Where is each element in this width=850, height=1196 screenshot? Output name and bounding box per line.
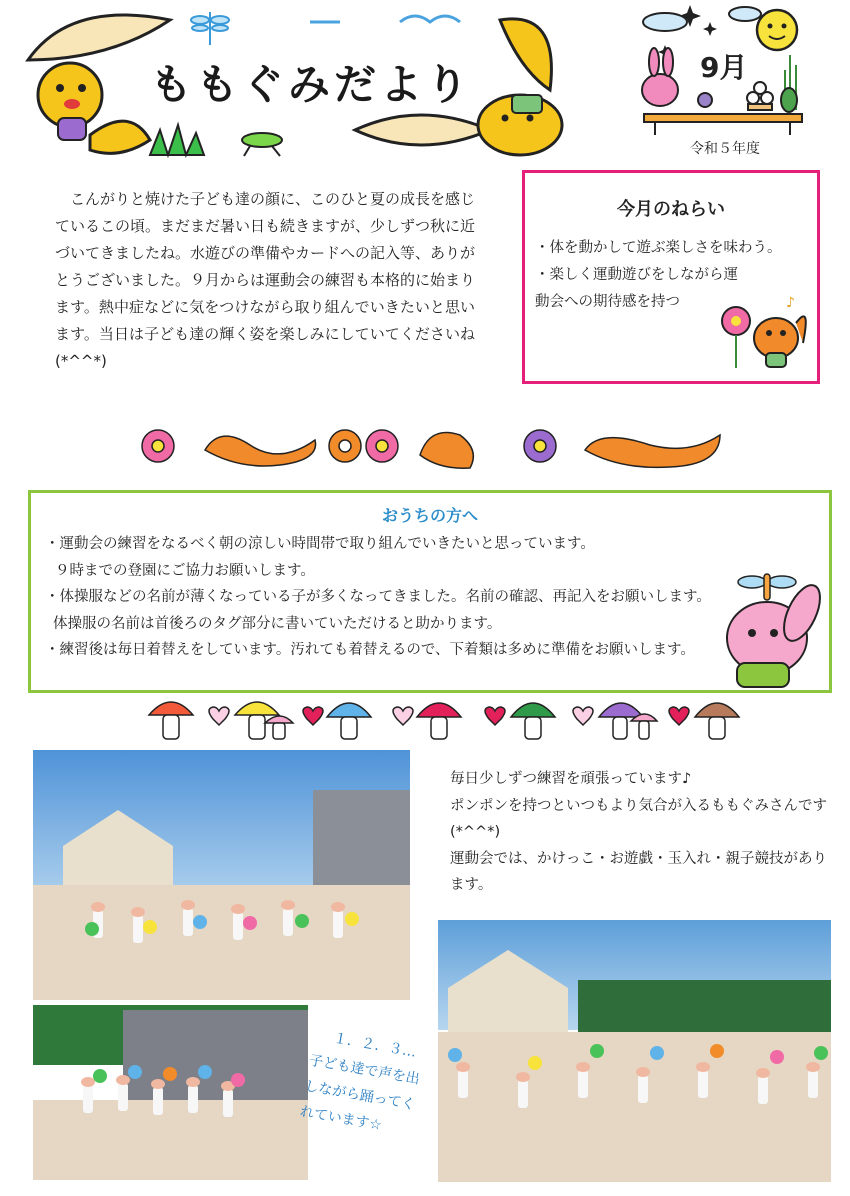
flower-squirrel-border (130, 420, 730, 476)
heart-icon (485, 707, 505, 725)
heart-icon (393, 707, 413, 725)
mushroom-icon (511, 703, 555, 739)
cloud-icon (643, 7, 761, 31)
aim-title: 今月のねらい (617, 199, 725, 220)
dragonfly-icon (738, 574, 796, 600)
grasshopper-icon (242, 133, 282, 156)
squirrel-illustration (478, 19, 562, 155)
caption-line: １．２．３… (332, 1030, 418, 1061)
notice-line: 体操服の名前は首後ろのタグ部分に書いていただけると助かります。 (53, 615, 502, 632)
intro-section (55, 186, 475, 375)
month-label: 9月 (700, 51, 748, 84)
mushroom-icon (149, 702, 193, 739)
notice-body (45, 531, 815, 664)
heart-icon (209, 707, 229, 725)
practice-caption (450, 766, 830, 899)
caption-line: 運動会では、かけっこ・お遊戯・玉入れ・親子競技があります。 (450, 850, 827, 893)
mushroom-heart-border (145, 693, 745, 751)
flower-icon (524, 430, 556, 462)
mushroom-icon (695, 703, 739, 739)
dance-caption (298, 1022, 438, 1146)
photo-pompom-practice-2 (33, 1005, 308, 1180)
rabbit-illustration (712, 568, 830, 692)
flower-icon (142, 430, 174, 462)
mushroom-icon (417, 703, 461, 739)
monthly-aim-box (522, 170, 820, 384)
page-title: ももぐみだより (150, 60, 473, 109)
sun-icon (757, 10, 797, 50)
heart-icon (303, 707, 323, 725)
photo-pompom-practice-1 (33, 750, 410, 1000)
heart-icon (573, 707, 593, 725)
fiscal-year-label: 令和５年度 (690, 141, 760, 157)
heart-icon (669, 707, 689, 725)
cloud-icon (310, 16, 460, 22)
notice-title: おうちの方へ (381, 506, 478, 525)
caption-line: ポンポンを持つといつもより気合が入るももぐみさんです(*^^*) (450, 797, 827, 840)
mushroom-icon (235, 702, 293, 739)
caption-line: 子ども達で声を出しながら踊ってくれています☆ (298, 1052, 421, 1134)
notice-line: ９時までの登園にご協力お願いします。 (55, 562, 315, 579)
notice-line: ・運動会の練習をなるべく朝の涼しい時間帯で取り組んでいきたいと思っています。 (45, 536, 595, 552)
dango-icon (747, 55, 797, 112)
notice-line: ・体操服などの名前が薄くなっている子が多くなってきました。名前の確認、再記入をお願いします。 (45, 589, 711, 605)
aim-item: ・体を動かして遊ぶ楽しさを味わう。 (535, 240, 782, 256)
notice-line: ・練習後は毎日着替えをしています。汚れても着替えるので、下着類は多めに準備をお願いします。 (45, 642, 695, 658)
flower-icon (329, 430, 398, 462)
aim-item: ・楽しく運動遊びをしながら運動会への期待感を持つ (535, 267, 738, 310)
mushroom-icon (599, 703, 657, 739)
svg-text:♪: ♪ (786, 295, 795, 311)
mushroom-icon (327, 703, 371, 739)
shelf (644, 114, 802, 122)
caption-line: 毎日少しずつ練習を頑張っています♪ (450, 771, 692, 787)
leaf-shape (28, 15, 170, 60)
intro-text: こんがりと焼けた子ども達の顔に、このひと夏の成長を感じているこの頃。まだまだ暑い日も続きますが、少しずつ秋に近づいてきましたね。水遊びの準備やカードへの記入等、ありがとうございました。９月からは運動会の練習も本格的に始まります。熱中症などに気をつけながら取り組んでいきたいと思います。当日は子ども達の輝く姿を楽しみにしていてくださいね(*^^*) (55, 190, 476, 370)
dragonfly-icon (191, 12, 229, 45)
squirrel-illustration (38, 63, 150, 153)
photo-pompom-practice-3 (438, 920, 831, 1182)
flower-squirrel-illustration (711, 293, 811, 373)
